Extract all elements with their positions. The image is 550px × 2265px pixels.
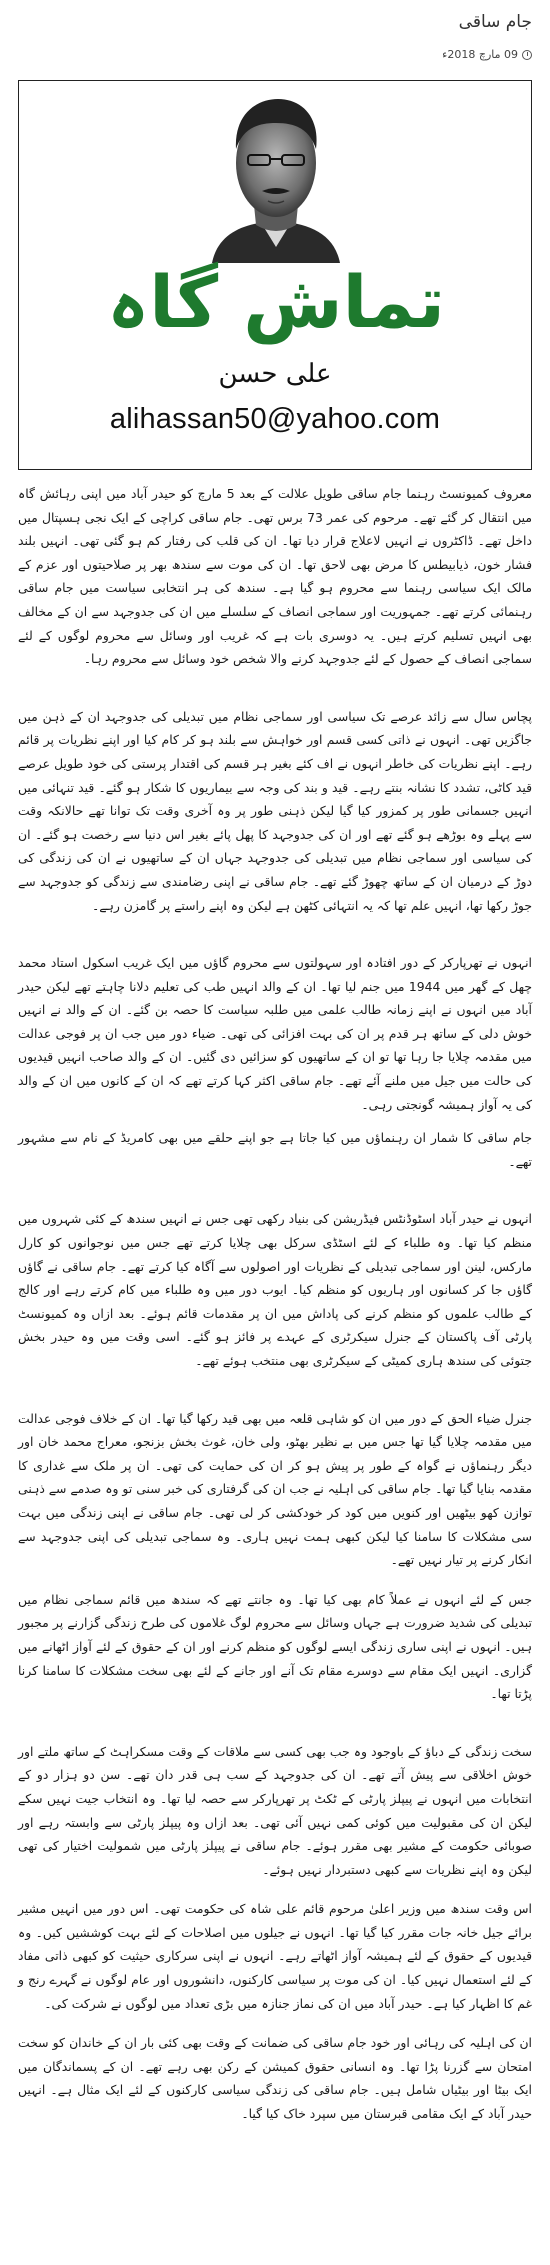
column-logo [107, 249, 445, 349]
article-paragraph: پچاس سال سے زائد عرصے تک سیاسی اور سماجی نظام میں تبدیلی کی جدوجہد ان کے ذہن میں جاگزیں تھی۔ انہوں نے ذاتی کسی قسم اور خواہش سے بلند ہو کر کام کیا اور اپنے نظریات پر قائم رہے۔ اپنے نظریات کی خاطر انہوں نے اف کئے بغیر ہر قسم کی اقتدار پرستی کی خود طویل عرصے قید کاٹی، تشدد کا نشانہ بنتے رہے۔ قید و بند کی وجہ سے بیماریوں کا شکار ہو گئے۔ قید تنہائی میں انہیں جسمانی طور پر کمزور کیا گیا لیکن ذہنی طور پر وہ آخری وقت تک توانا تھے حالانکہ وقت سے پہلے وہ بوڑھے ہو گئے تھے اور ان کی جدوجہد کا پھل پائے بغیر اس دنیا سے رخصت ہو گئے۔ ان کی سیاسی اور سماجی نظام میں تبدیلی کی جدوجہد جہاں ان کے ساتھیوں نے ان کی زندگی کی دوڑ کے درمیان ان کے ساتھ چھوڑ گئے تھے۔ جام ساقی نے اپنی رضامندی سے زندگی کو جدوجہد سے جوڑ رکھا تھا، انہیں علم تھا کہ یہ انتہائی کٹھن ہے لیکن وہ اپنے راستے پر گامزن رہے۔ [18, 708, 532, 913]
article-paragraph: جنرل ضیاء الحق کے دور میں ان کو شاہی قلعہ میں بھی قید رکھا گیا تھا۔ ان کے خلاف فوجی عدالت میں مقدمہ چلایا گیا تھا جس میں بے نظیر بھٹو، ولی خان، غوث بخش بزنجو، معراج محمد خان اور دیگر رہنماؤں نے گواہ کے طور پر پیش ہو کر ان کی حمایت کی تھی۔ ان پر ملک سے غداری کا مقدمہ بنایا گیا تھا۔ جام ساقی کی اہلیہ نے جب ان کی گرفتاری کی خبر سنی تو وہ صدمے سے ذہنی توازن کھو بیٹھیں اور کنویں میں کود کر خودکشی کر لی تھی۔ جام ساقی نے اپنی زندگی میں بہت سی مشکلات کا سامنا کیا لیکن کبھی ہمت نہیں ہاری۔ وہ سماجی تبدیلی کی اپنی جدوجہد سے انکار کرنے پر تیار نہیں تھے۔ [18, 1410, 532, 1568]
logo-text: تماش گاہ [107, 260, 445, 344]
column-title: جام ساقی [458, 12, 532, 32]
article-body [18, 482, 532, 2126]
author-email: alihassan50@yahoo.com [109, 403, 441, 435]
article-paragraph: انہوں نے حیدر آباد اسٹوڈنٹس فیڈریشن کی بنیاد رکھی تھی جس نے انہیں سندھ کے کئی شہروں میں منظم کیا تھا۔ وہ طلباء کے لئے اسٹڈی سرکل بھی چلایا کرتے تھے جس میں نوجوانوں کو کارل مارکس، لینن اور سماجی تبدیلی کے نظریات اور اصولوں سے آگاہ کیا کرتے تھے۔ جام ساقی نے گاؤں گاؤں جا کر کسانوں اور ہاریوں کو منظم کیا۔ ایوب دور میں وہ طلباء میں کام کرتے رہے اور کالج کے طالب علموں کو منظم کرنے کی پاداش میں ان پر مقدمات قائم ہوئے۔ بعد ازاں وہ کمیونسٹ پارٹی آف پاکستان کے جنرل سیکرٹری کے عہدے پر فائز ہو گئے۔ اسی وقت میں وہ حیدر بخش جتوئی کی سندھ ہاری کمیٹی کے سیکرٹری بھی منتخب ہوئے تھے۔ [18, 1211, 532, 1368]
publish-date-text: 09 مارچ 2018ء [442, 48, 518, 61]
author-name: علی حسن [218, 359, 332, 389]
article-paragraph: سخت زندگی کے دباؤ کے باوجود وہ جب بھی کسی سے ملاقات کے وقت مسکراہٹ کے ساتھ ملتے اور خوش اخلاقی سے پیش آتے تھے۔ ان کی جدوجہد کے سب ہی قدر دان تھے۔ سن دو ہزار دو کے انتخابات میں انہوں نے پیپلز پارٹی کے ٹکٹ پر تھرپارکر سے حصہ لیا تھا۔ وہ انتخاب جیت نہیں سکے لیکن ان کی مقبولیت میں کوئی کمی نہیں آئی تھی۔ بعد ازاں وہ پیپلز پارٹی سے وابستہ رہے اور صوبائی حکومت کے مشیر بھی مقرر ہوئے۔ جام ساقی نے پیپلز پارٹی میں شمولیت اختیار کی تھی لیکن وہ اپنے نظریات سے کبھی دستبردار نہیں ہوئے۔ [18, 1743, 532, 1877]
clock-icon [522, 50, 532, 60]
article-paragraph: اس وقت سندھ میں وزیر اعلیٰ مرحوم قائم علی شاہ کی حکومت تھی۔ اس دور میں انہیں مشیر برائے جیل خانہ جات مقرر کیا گیا تھا۔ انہوں نے جیلوں میں اصلاحات کے لئے بہت کوششیں کیں۔ وہ قیدیوں کے حقوق کے لئے ہمیشہ آواز اٹھاتے رہے۔ انہوں نے اپنی سرکاری حیثیت کو کبھی ذاتی مفاد کے لئے استعمال نہیں کیا۔ ان کی موت پر سیاسی کارکنوں، دانشوروں اور عام لوگوں نے گہرے رنج و غم کا اظہار کیا ہے۔ حیدر آباد میں ان کی نماز جنازہ میں بڑی تعداد میں لوگوں نے شرکت کی۔ [18, 1901, 532, 2011]
publish-date [442, 48, 532, 61]
article-paragraph: ان کی اہلیہ کی رہائی اور خود جام ساقی کی ضمانت کے وقت بھی کئی بار ان کے خاندان کو سخت امتحان سے گزرنا پڑا تھا۔ وہ انسانی حقوق کمیشن کے رکن بھی رہے تھے۔ ان کے پسماندگان میں ایک بیٹا اور بیٹیاں شامل ہیں۔ جام ساقی کی زندگی سیاسی کارکنوں کے لئے ایک مثال ہے۔ انہیں حیدر آباد کے ایک مقامی قبرستان میں سپرد خاک کیا گیا۔ [18, 2035, 532, 2122]
author-portrait [192, 87, 360, 263]
article-paragraph: معروف کمیونسٹ رہنما جام ساقی طویل علالت کے بعد 5 مارچ کو حیدر آباد میں اپنی رہائش گاہ میں انتقال کر گئے تھے۔ مرحوم کی عمر 73 برس تھی۔ جام ساقی کراچی کے ایک نجی ہسپتال میں داخل تھے۔ ڈاکٹروں نے انہیں لاعلاج قرار دیا تھا۔ ان کی قلب کی رفتار کم ہو گئی تھی۔ انہیں بلند فشار خون، ذیابیطس کا مرض بھی لاحق تھا۔ ان کی موت سے سندھ بھر پر صلاحیتوں اور عزم کے مالک ایک سیاسی رہنما سے محروم ہو گیا ہے۔ سندھ کی ہر انتخابی سیاست میں جام ساقی رہنمائی کرتے تھے۔ جمہوریت اور سماجی انصاف کے سلسلے میں ان کی جدوجہد سے ان کے مخالف بھی انہیں تسلیم کرتے ہیں۔ یہ دوسری بات ہے کہ غریب اور وسائل سے محروم لوگوں کے لئے سماجی انصاف کے حصول کے لئے جدوجہد کرنے والا شخص خود وسائل سے محروم رہا۔ [18, 486, 533, 667]
column-banner [18, 80, 532, 470]
article-paragraph: جام ساقی کا شمار ان رہنماؤں میں کیا جاتا ہے جو اپنے حلقے میں بھی کامریڈ کے نام سے مشہور تھے۔ [18, 1130, 532, 1169]
article-paragraph: جس کے لئے انہوں نے عملاً کام بھی کیا تھا۔ وہ جانتے تھے کہ سندھ میں قائم سماجی نظام میں تبدیلی کی شدید ضرورت ہے جہاں وسائل سے محروم لوگ غلاموں کی طرح زندگی گزارنے پر مجبور ہیں۔ انہوں نے اپنی ساری زندگی ایسے لوگوں کو منظم کرنے اور ان کے حقوق کے لئے آواز اٹھانے میں گزاری۔ انہیں ایک مقام سے دوسرے مقام تک آنے اور جانے کے لئے بھی سخت مشکلات کا سامنا کرنا پڑتا تھا۔ [18, 1591, 532, 1702]
article-paragraph: انہوں نے تھرپارکر کے دور افتادہ اور سہولتوں سے محروم گاؤں میں ایک غریب اسکول استاد محمد چھل کے گھر میں 1944 میں جنم لیا تھا۔ ان کے والد انہیں طب کی تعلیم دلانا چاہتے تھے لیکن حیدر آباد میں انہوں نے اپنے زمانہ طالب علمی میں طلبہ سیاست کا حصہ بن گئے۔ ان کے والد نے انہیں خوش دلی کے ساتھ ہر قدم پر ان کی بہت افزائی کی تھی۔ ضیاء دور میں جب ان پر فوجی عدالت میں مقدمہ چلایا جا رہا تھا تو ان کے ساتھیوں کو سزائیں دی گئیں۔ ان کے والد صاحب انہیں قیدیوں کی حالت میں جیل میں ملنے آئے تھے۔ جام ساقی اکثر کہا کرتے تھے کہ ان کے کانوں میں ان کے والد کی یہ آواز ہمیشہ گونجتی رہی۔ [18, 955, 532, 1112]
